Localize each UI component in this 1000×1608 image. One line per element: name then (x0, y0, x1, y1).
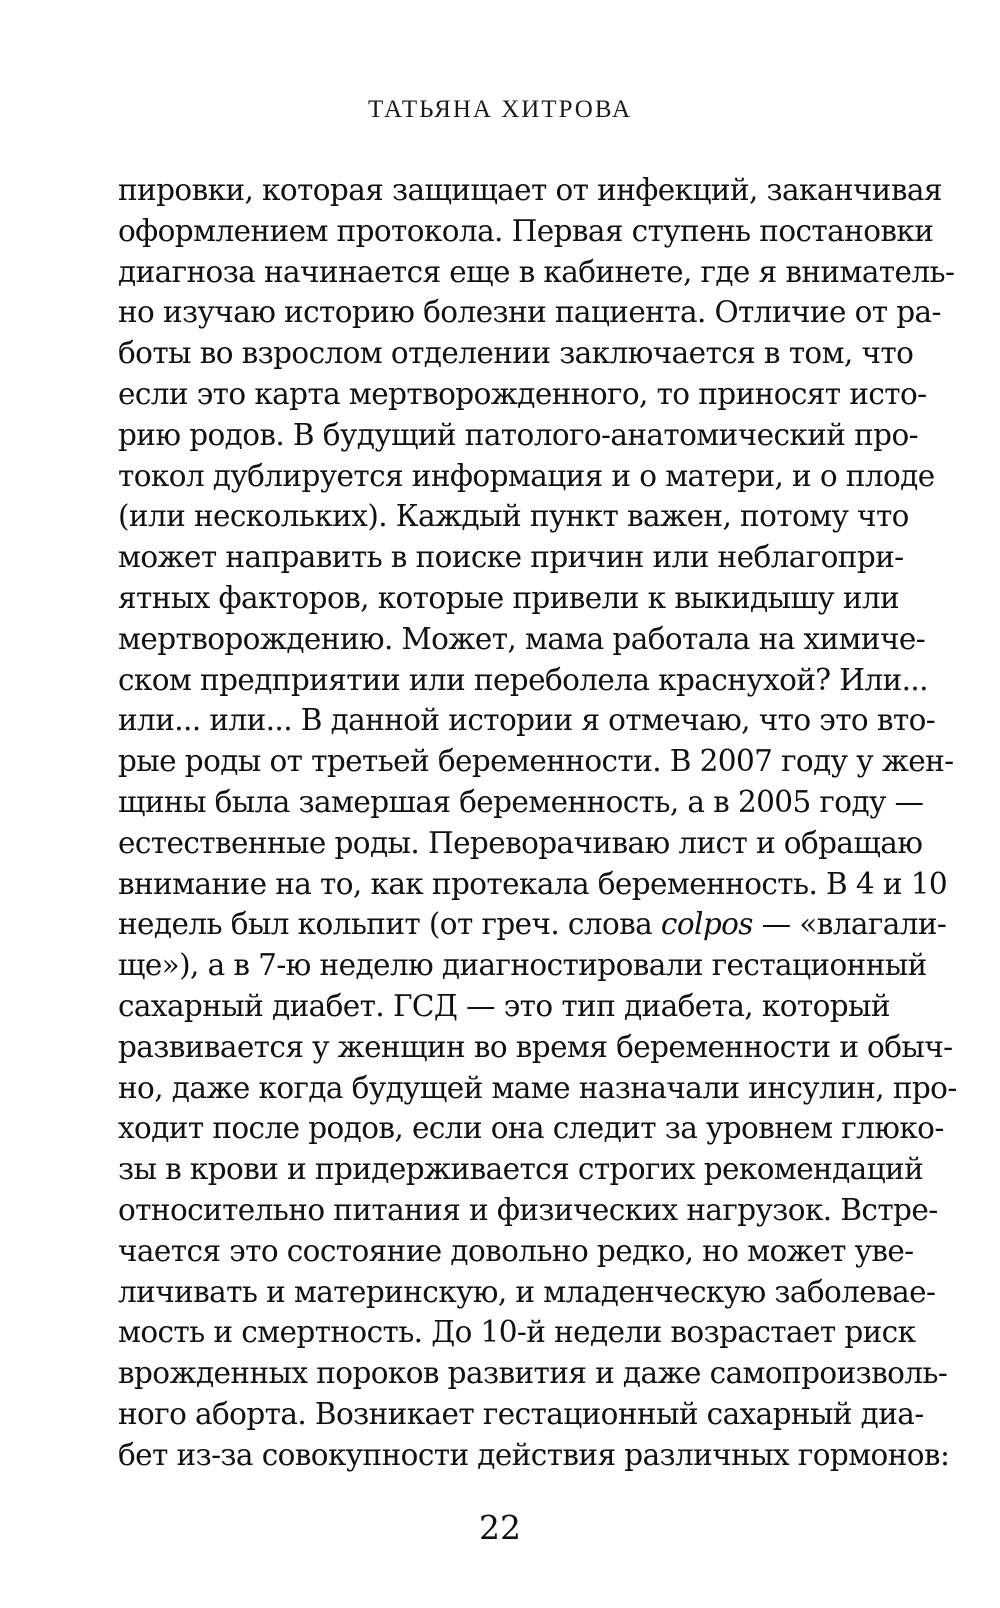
text-line-with-italic (118, 904, 947, 945)
text-line: бет из-за совокупности действия различных гормонов: (118, 1437, 950, 1472)
text-line: ще»), а в 7-ю неделю диагностировали гестационный (118, 948, 927, 983)
text-line: но, даже когда будущей маме назначали инсулин, про- (118, 1070, 957, 1105)
text-line: ятных факторов, которые привели к выкидышу или (118, 580, 900, 615)
italic-term: colpos (660, 907, 753, 942)
page-number: 22 (479, 1508, 521, 1547)
text-line: ходит после родов, если она следит за уровнем глюко- (118, 1111, 944, 1146)
text-line: оформлением протокола. Первая ступень постановки (118, 213, 934, 248)
text-line: сахарный диабет. ГСД — это тип диабета, который (118, 988, 890, 1023)
text-line: может направить в поиске причин или неблагопри- (118, 540, 904, 575)
text-line: врожденных пороков развития и даже самопроизволь- (118, 1356, 948, 1391)
text-line: диагноза начинается еще в кабинете, где я вниматель- (118, 254, 955, 289)
text-line: развивается у женщин во время беременности и обыч- (118, 1029, 953, 1064)
text-line: мертворождению. Может, мама работала на химиче- (118, 621, 926, 656)
running-head: ТАТЬЯНА ХИТРОВА (367, 96, 632, 123)
text-segment: недель был кольпит (от греч. слова (118, 907, 661, 942)
text-line: пировки, которая защищает от инфекций, заканчивая (118, 173, 942, 207)
text-line: но изучаю историю болезни пациента. Отличие от ра- (118, 295, 941, 330)
text-line: чается это состояние довольно редко, но может уве- (118, 1233, 914, 1268)
text-line: боты во взрослом отделении заключается в том, что (118, 336, 914, 371)
text-line: щины была замершая беременность, а в 2005 году — (118, 784, 924, 819)
text-line: рые роды от третьей беременности. В 2007 году у жен- (118, 744, 954, 779)
text-line: внимание на то, как протекала беременность. В 4 и 10 (118, 866, 948, 901)
body-text (118, 170, 957, 1476)
text-line: или... или... В данной истории я отмечаю, что это вто- (118, 703, 936, 738)
text-line: зы в крови и придерживается строгих рекомендаций (118, 1152, 924, 1187)
text-line: относительно питания и физических нагрузок. Встре- (118, 1192, 938, 1227)
text-line: личивать и материнскую, и младенческую заболевае- (118, 1274, 936, 1309)
text-line: (или нескольких). Каждый пункт важен, потому что (118, 499, 909, 534)
text-line: естественные роды. Переворачиваю лист и обращаю (118, 825, 923, 860)
text-line: мость и смертность. До 10-й недели возрастает риск (118, 1315, 916, 1350)
text-line: токол дублируется информация и о матери, и о плоде (118, 458, 935, 493)
text-line: ском предприятии или переболела краснухой? Или... (118, 662, 928, 697)
text-segment: — «влагали- (752, 907, 947, 942)
text-line: если это карта мертворожденного, то приносят исто- (118, 376, 927, 411)
text-line: рию родов. В будущий патолого-анатомический про- (118, 417, 918, 452)
text-line: ного аборта. Возникает гестационный сахарный диа- (118, 1396, 924, 1431)
